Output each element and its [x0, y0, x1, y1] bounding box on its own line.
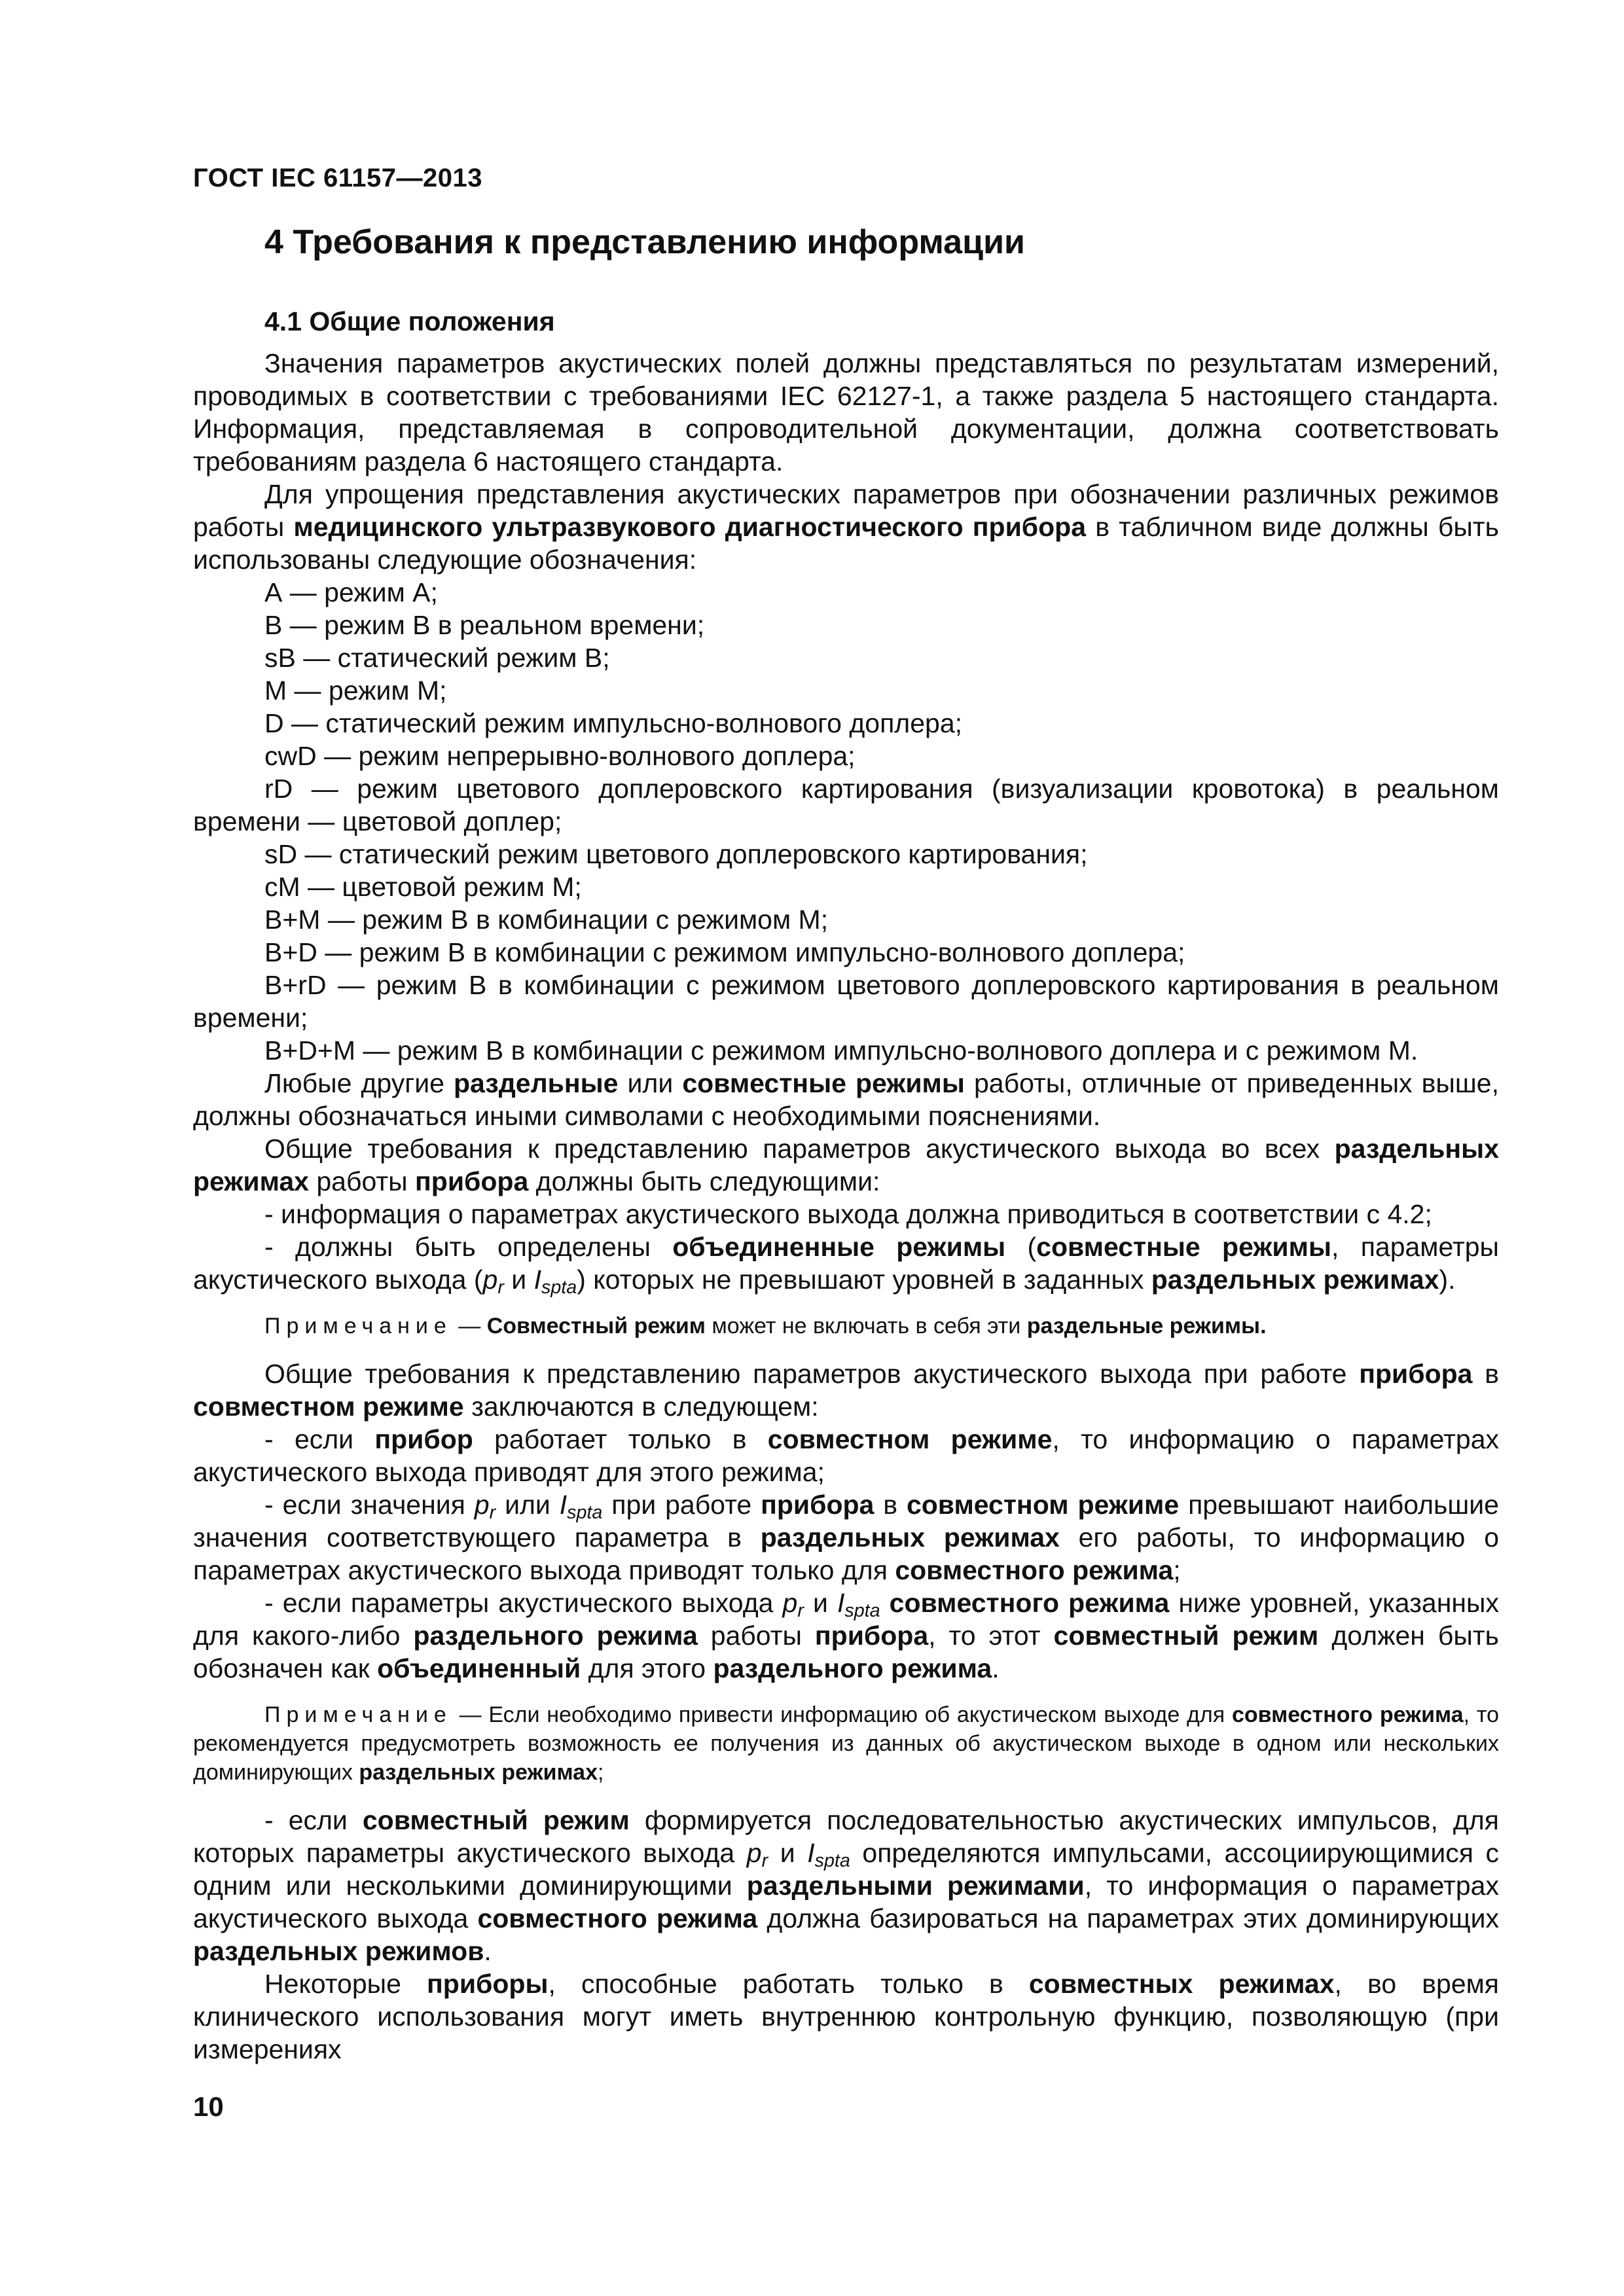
paragraph-1: Значения параметров акустических полей должны представляться по результатам измерений, проводимых в соответствии с требованиями IEC 62127-1, а также раздела 5 настоящего стандарта. Информация, представляемая в сопроводительной документации, должна соответствовать требованиям раздела 6 настоящего стандарта.	[193, 348, 1499, 476]
paragraph-11: - если совместный режим формируется последовательностью акустических импульсов, для которых параметры акустического выхода $p_r$ и $I_{spta}$ определяются импульсами, ассоциирующимися с одним или несколькими доминирующими раздельными режимами, то информация о параметрах акустического выхода совместного режима должна базироваться на параметрах этих доминирующих раздельных режимов.	[193, 1805, 1500, 1966]
paragraph-8: - если прибор работает только в совместном режиме, то информацию о параметрах акустического выхода приводят для этого режима;	[193, 1424, 1499, 1487]
list-item: А — режим А;	[264, 577, 438, 607]
document-header: ГОСТ IEC 61157—2013	[193, 164, 482, 192]
paragraph-5: - информация о параметрах акустического выхода должна приводиться в соответствии с 4.2;	[264, 1199, 1432, 1229]
paragraph-10: - если параметры акустического выхода $p_r$ и $I_{spta}$ совместного режима ниже уровней, указанных для какого-либо раздельного режима работы прибора, то этот совместный режим должен быть обозначен как объединенный для этого раздельного режима.	[193, 1588, 1499, 1683]
list-item: B+M — режим В в комбинации с режимом М;	[264, 905, 829, 935]
list-item: sB — статический режим В;	[264, 643, 610, 673]
paragraph-6: - должны быть определены объединенные режимы (совместные режимы, параметры акустического выхода ($p_r$ и $I_{spta}$) которых не превышают уровней в заданных раздельных режимах).	[193, 1232, 1499, 1299]
paragraph-9: - если значения $p_r$ или $I_{spta}$ при работе прибора в совместном режиме превышают наибольшие значения соответствующего параметра в раздельных режимах его работы, то информацию о параметрах акустического выхода приводят только для совместного режима;	[193, 1490, 1500, 1585]
list-item: B+D+M — режим В в комбинации с режимом импульсно-волнового доплера и с режимом М.	[264, 1035, 1418, 1066]
paragraph-7: Общие требования к представлению параметров акустического выхода при работе прибора в совместном режиме заключаются в следующем:	[193, 1359, 1499, 1422]
list-item: sD — статический режим цветового доплеровского картирования;	[264, 839, 1088, 869]
list-item: В — режим В в реальном времени;	[264, 610, 705, 640]
section-title: 4 Требования к представлению информации	[264, 223, 1026, 261]
list-item: B+rD — режим В в комбинации с режимом цветового доплеровского картирования в реальном времени;	[193, 970, 1499, 1033]
list-item: cwD — режим непрерывно-волнового доплера;	[264, 741, 856, 771]
paragraph-4: Общие требования к представлению параметров акустического выхода во всех раздельных режимах работы прибора должны быть следующими:	[193, 1134, 1499, 1196]
list-item: cM — цветовой режим М;	[264, 872, 582, 902]
list-item: D — статический режим импульсно-волнового доплера;	[264, 708, 963, 738]
list-item: B+D — режим В в комбинации с режимом импульсно-волнового доплера;	[264, 937, 1185, 967]
paragraph-3: Любые другие раздельные или совместные режимы работы, отличные от приведенных выше, должны обозначаться иными символами с необходимыми пояснениями.	[193, 1068, 1499, 1131]
page-number: 10	[193, 2091, 224, 2122]
subsection-title: 4.1 Общие положения	[264, 306, 555, 336]
mode-list	[193, 576, 1499, 1067]
note-2: Примечание — Если необходимо привести информацию об акустическом выходе для совместного режима, то рекомендуется предусмотреть возможность ее получения из данных об акустическом выходе в одном или нескольких доминирующих раздельных режимах;	[193, 1702, 1500, 1785]
page-body	[193, 221, 1499, 2066]
paragraph-2: Для упрощения представления акустических параметров при обозначении различных режимов работы медицинского ультразвукового диагностического прибора в табличном виде должны быть использованы следующие обозначения:	[193, 479, 1499, 575]
list-item: М — режим М;	[264, 675, 447, 706]
paragraph-12: Некоторые приборы, способные работать только в совместных режимах, во время клинического использования могут иметь внутреннюю контрольную функцию, позволяющую (при измерениях	[193, 1969, 1500, 2064]
list-item: rD — режим цветового доплеровского картирования (визуализации кровотока) в реальном времени — цветовой доплер;	[193, 774, 1499, 836]
note-1: Примечание — Совместный режим может не включать в себя эти раздельные режимы.	[264, 1314, 1267, 1338]
